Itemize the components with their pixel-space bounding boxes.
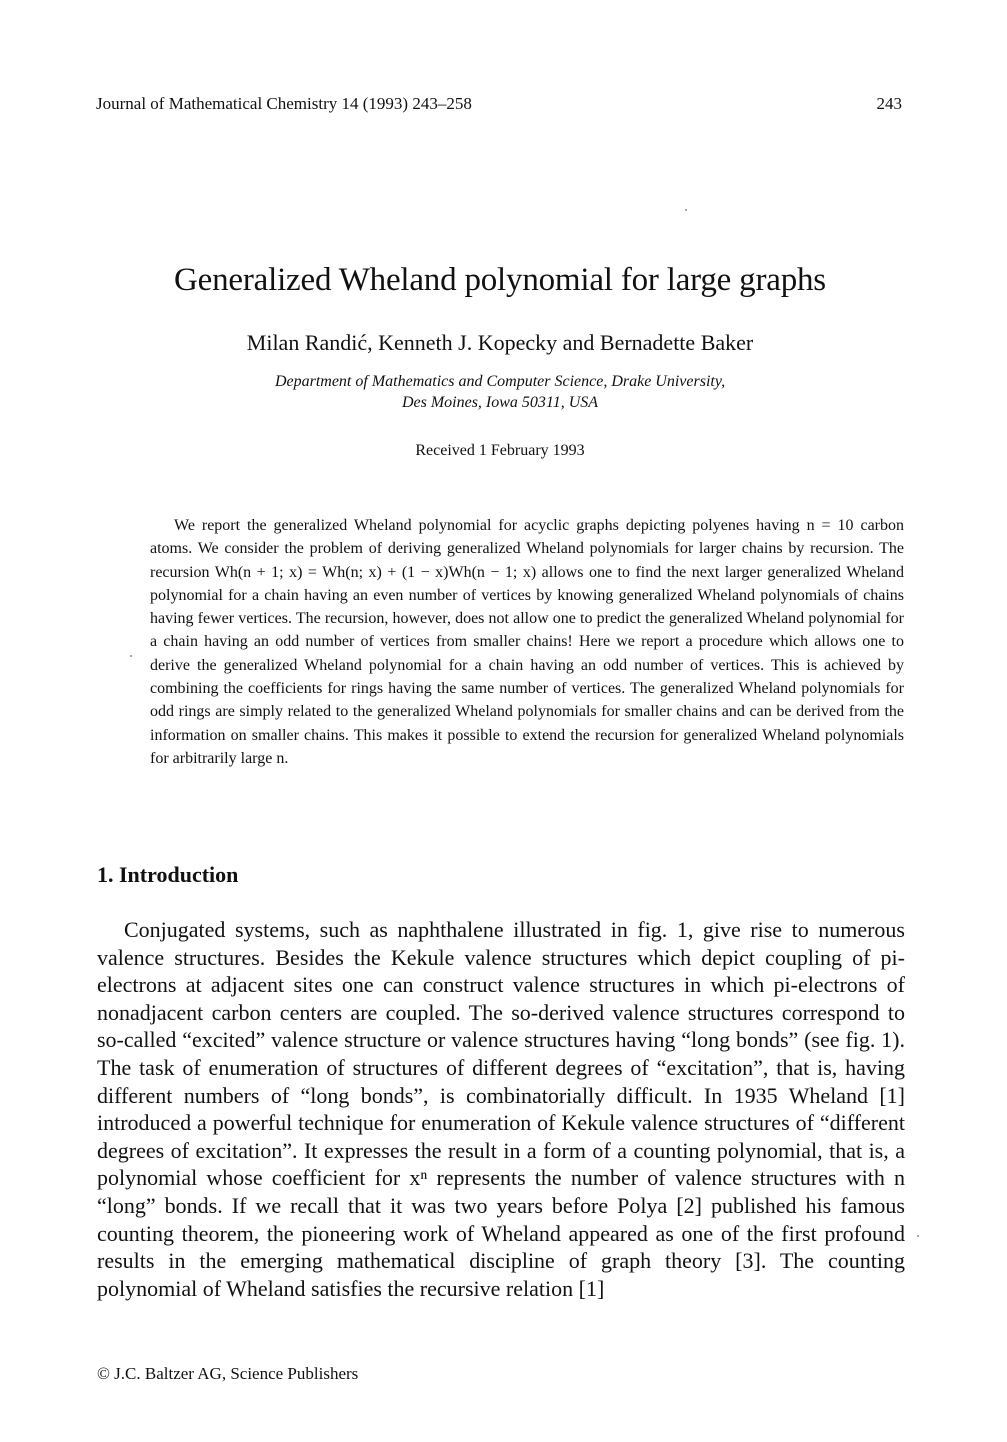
affiliation-line-1: Department of Mathematics and Computer Science, Drake University, <box>274 373 726 390</box>
received-date: Received 1 February 1993 <box>415 442 585 459</box>
abstract-text: We report the generalized Wheland polynomial for acyclic graphs depicting polyenes having n = 10 carbon atoms. We consider the problem of deriving generalized Wheland polynomials for larger chains by recursion. The recursion Wh(n + 1; x) = Wh(n; x) + (1 − x)Wh(n − 1; x) allows one to find the next larger generalized Wheland polynomial for a chain having an even number of vertices by knowing generalized Wheland polynomials of chains having fewer vertices. The recursion, however, does not allow one to predict the generalized Wheland polynomial for a chain having an odd number of vertices from smaller chains! Here we report a procedure which allows one to derive the generalized Wheland polynomial for a chain having an odd number of vertices. This is achieved by combining the coefficients for rings having the same number of vertices. The generalized Wheland polynomials for odd rings are simply related to the generalized Wheland polynomials for smaller chains and can be derived from the information on smaller chains. This makes it possible to extend the recursion for generalized Wheland polynomials for arbitrarily large n. <box>150 517 904 767</box>
running-head <box>96 94 902 118</box>
introduction-paragraph <box>97 916 905 1302</box>
scan-speck <box>685 209 687 211</box>
scan-speck <box>130 655 132 657</box>
scan-speck <box>917 1235 919 1237</box>
affiliation-line-2: Des Moines, Iowa 50311, USA <box>401 394 599 411</box>
author-list: Milan Randić, Kenneth J. Kopecky and Bernadette Baker <box>246 330 754 355</box>
paper-title: Generalized Wheland polynomial for large graphs <box>174 262 826 298</box>
page-number: 243 <box>876 94 902 113</box>
introduction-text: Conjugated systems, such as naphthalene illustrated in fig. 1, give rise to numerous valence structures. Besides the Kekule valence structures which depict coupling of pi-electrons at adjacent sites one can construct valence structures in which pi-electrons of nonadjacent carbon centers are coupled. The so-derived valence structures correspond to so-called “excited” valence structure or valence structures having “long bonds” (see fig. 1). The task of enumeration of structures of different degrees of “excitation”, that is, having different numbers of “long bonds”, is combinatorially difficult. In 1935 Wheland [1] introduced a powerful technique for enumeration of Kekule valence structures of “different degrees of excitation”. It expresses the result in a form of a counting polynomial, that is, a polynomial whose coefficient for xⁿ represents the number of valence structures with n “long” bonds. If we recall that it was two years before Polya [2] published his famous counting theorem, the pioneering work of Wheland appeared as one of the first profound results in the emerging mathematical discipline of graph theory [3]. The counting polynomial of Wheland satisfies the recursive relation [1] <box>97 917 905 1301</box>
abstract <box>150 514 904 770</box>
copyright-notice: © J.C. Baltzer AG, Science Publishers <box>97 1364 359 1383</box>
journal-citation: Journal of Mathematical Chemistry 14 (1993) 243–258 <box>96 94 472 113</box>
affiliation <box>0 371 1000 413</box>
section-heading-introduction: 1. Introduction <box>97 862 239 887</box>
